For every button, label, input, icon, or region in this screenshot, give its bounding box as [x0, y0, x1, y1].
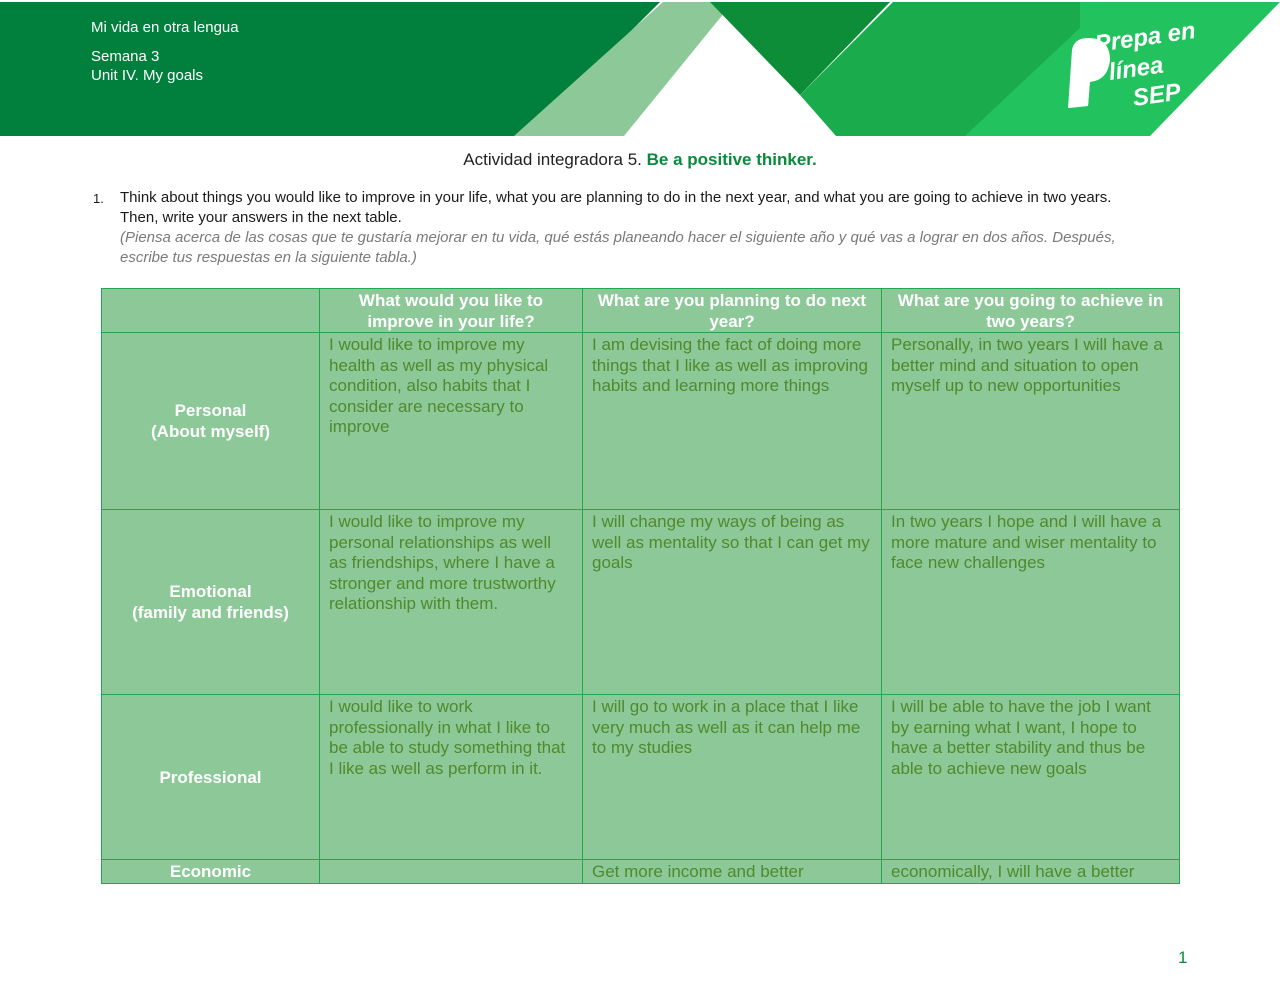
header-improve: What would you like to improve in your life? [320, 289, 583, 333]
page-number: 1 [1178, 948, 1188, 967]
cell-achieve[interactable]: Personally, in two years I will have a better mind and situation to open myself up to new opportunities [882, 333, 1180, 510]
table-row [102, 860, 1180, 884]
row-label-economic: Economic [102, 860, 320, 884]
cell-plan[interactable]: I will change my ways of being as well as mentality so that I can get my goals [583, 510, 882, 695]
header-plan: What are you planning to do next year? [583, 289, 882, 333]
header-achieve: What are you going to achieve in two years? [882, 289, 1180, 333]
title-highlight: Be a positive thinker. [646, 150, 817, 169]
cell-achieve[interactable]: I will be able to have the job I want by earning what I want, I hope to have a better stability and thus be able to achieve new goals [882, 695, 1180, 860]
instruction-number: 1. [93, 191, 104, 206]
header-empty [102, 289, 320, 333]
cell-plan[interactable]: I will go to work in a place that I like very much as well as it can help me to my studies [583, 695, 882, 860]
cell-improve[interactable] [320, 860, 583, 884]
cell-plan[interactable]: I am devising the fact of doing more things that I like as well as improving habits and learning more things [583, 333, 882, 510]
table-row [102, 695, 1180, 860]
logo-text-line2: línea [1107, 51, 1166, 86]
prepa-en-linea-sep-logo [1064, 17, 1198, 115]
row-label-emotional: Emotional (family and friends) [102, 510, 320, 695]
cell-improve[interactable]: I would like to improve my personal relationships as well as friendships, where I have a stronger and more trustworthy relationship with them. [320, 510, 583, 695]
cell-plan[interactable]: Get more income and better [583, 860, 882, 884]
table-row [102, 510, 1180, 695]
instruction-spanish: (Piensa acerca de las cosas que te gustaría mejorar en tu vida, qué estás planeando hacer el siguiente año y qué vas a lograr en dos años. Después, escribe tus respuestas en la siguiente tabla.) [120, 229, 1116, 266]
week-label: Semana 3 [91, 48, 160, 65]
course-name: Mi vida en otra lengua [91, 19, 239, 36]
table-header-row [102, 289, 1180, 333]
logo-text-line3: SEP [1131, 78, 1183, 112]
row-label-professional: Professional [102, 695, 320, 860]
title-prefix: Actividad integradora 5. [463, 150, 642, 169]
table-row [102, 333, 1180, 510]
instruction-block [93, 188, 1153, 268]
unit-label: Unit IV. My goals [91, 67, 203, 84]
cell-improve[interactable]: I would like to work professionally in what I like to be able to study something that I like as well as perform in it. [320, 695, 583, 860]
cell-achieve[interactable]: economically, I will have a better [882, 860, 1180, 884]
goals-table [101, 288, 1180, 884]
instruction-text: Think about things you would like to improve in your life, what you are planning to do in the next year, and what you are going to achieve in two years. Then, write your answers in the next table. [120, 189, 1112, 226]
logo-text-line1: Prepa en [1093, 17, 1198, 58]
cell-improve[interactable]: I would like to improve my health as well as my physical condition, also habits that I consider are necessary to improve [320, 333, 583, 510]
row-label-personal: Personal (About myself) [102, 333, 320, 510]
cell-achieve[interactable]: In two years I hope and I will have a more mature and wiser mentality to face new challenges [882, 510, 1180, 695]
activity-title [0, 150, 1280, 170]
